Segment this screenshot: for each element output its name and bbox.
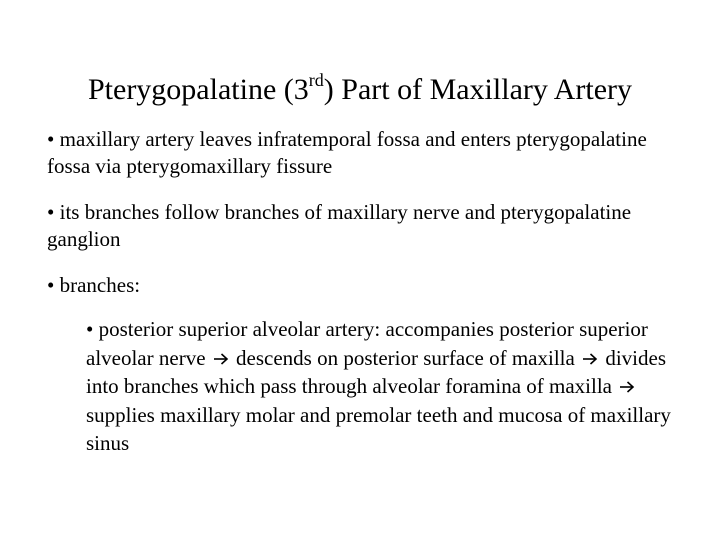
slide-title bbox=[0, 70, 720, 110]
bullet-text: branches: bbox=[59, 273, 141, 297]
right-arrow-icon bbox=[619, 381, 635, 393]
title-main: Pterygopalatine (3 bbox=[87, 73, 309, 106]
title-rest: ) Part of Maxillary Artery bbox=[323, 73, 633, 106]
bullet-marker: • bbox=[47, 127, 55, 151]
bullet-marker: • bbox=[47, 273, 55, 297]
bullet-item bbox=[47, 199, 687, 253]
sub-bullet-segment: descends on posterior surface of maxilla bbox=[236, 345, 575, 370]
bullet-marker: • bbox=[47, 200, 55, 224]
sub-bullet-marker: • bbox=[86, 317, 94, 341]
sub-bullet-segment: posterior superior alveolar artery: accompanies posterior superior alveolar nerve bbox=[86, 317, 648, 370]
bullet-item bbox=[47, 272, 687, 299]
bullet-text: its branches follow branches of maxillary nerve and pterygopalatine ganglion bbox=[47, 200, 632, 251]
bullet-item bbox=[47, 126, 687, 180]
right-arrow-icon bbox=[582, 353, 598, 365]
right-arrow-icon bbox=[213, 353, 229, 365]
sub-bullet-segment: divides into branches which pass through alveolar foramina of maxilla bbox=[86, 345, 666, 398]
sub-bullet-segment: supplies maxillary molar and premolar teeth and mucosa of maxillary sinus bbox=[86, 402, 671, 455]
sub-bullet-item bbox=[86, 315, 696, 458]
bullet-text: maxillary artery leaves infratemporal fossa and enters pterygopalatine fossa via pterygomaxillary fissure bbox=[47, 127, 647, 178]
title-superscript: rd bbox=[308, 70, 324, 90]
